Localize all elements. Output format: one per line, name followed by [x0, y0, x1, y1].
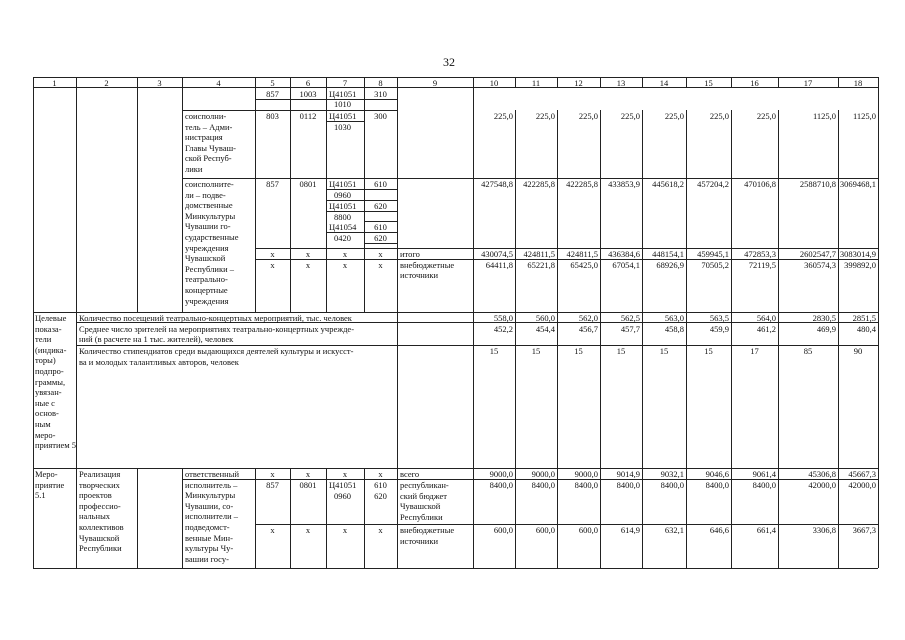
source-label: итого [400, 248, 420, 259]
budget-code: 620 [374, 490, 387, 501]
measure-title: коллективов [79, 522, 124, 532]
x-mark: x [378, 248, 383, 259]
column-rule [642, 312, 643, 468]
indicator-value: 2830,5 [812, 313, 836, 323]
executor-text: венные Мин- [185, 532, 233, 543]
indicator-value: 480,4 [856, 323, 876, 334]
executor-text: сударственные [185, 232, 239, 242]
measure-title: Республики [79, 543, 122, 554]
column-rule [557, 110, 558, 312]
value-cell: 424811,5 [523, 248, 555, 259]
budget-code: Ц41054 [329, 222, 357, 232]
targets-label: ным [35, 419, 51, 429]
source-label: внебюджетные [400, 525, 455, 535]
x-mark: x [270, 469, 275, 479]
measure-title: Реализация [79, 469, 121, 479]
value-cell: 225,0 [578, 111, 598, 121]
value-cell: 225,0 [620, 111, 640, 121]
x-mark: x [305, 525, 311, 535]
value-cell: 42000,0 [808, 480, 836, 490]
column-rule [137, 87, 138, 312]
value-cell: 45667,3 [848, 469, 876, 479]
column-rule [731, 312, 732, 468]
x-mark: x [342, 248, 348, 259]
source-label: ский бюджет [400, 490, 447, 501]
indicator-value: 452,2 [493, 323, 513, 334]
measure-label: 5.1 [35, 490, 46, 501]
value-cell: 8400,0 [489, 480, 513, 490]
value-cell: 9000,0 [574, 469, 598, 479]
value-cell: 8400,0 [752, 480, 776, 490]
value-cell: 9032,1 [660, 469, 684, 479]
value-cell: 3306,8 [812, 525, 836, 535]
budget-code: Ц41051 [329, 480, 357, 490]
value-cell: 457204,2 [697, 179, 729, 189]
value-cell: 399892,0 [844, 259, 876, 270]
indicator-value: 564,0 [756, 313, 776, 323]
column-header: 2 [104, 77, 109, 88]
indicator-value: 2851,5 [852, 313, 876, 323]
value-cell: 8400,0 [660, 480, 684, 490]
value-cell: 360574,3 [804, 259, 836, 270]
column-header: 17 [803, 77, 813, 88]
x-mark: x [270, 525, 275, 535]
value-cell: 65425,0 [570, 259, 598, 270]
value-cell: 448154,1 [652, 248, 684, 259]
column-rule [326, 87, 327, 312]
value-cell: 1125,0 [812, 111, 836, 121]
budget-code: 300 [374, 111, 387, 121]
value-cell: 433853,9 [608, 179, 640, 189]
page-number: 32 [443, 55, 455, 69]
value-cell: 422285,8 [523, 179, 555, 189]
budget-code: 610 [374, 222, 387, 232]
column-rule [397, 87, 398, 312]
column-rule [600, 110, 601, 312]
value-cell: 632,1 [664, 525, 684, 535]
column-header: 18 [853, 77, 863, 88]
value-cell: 1125,0 [852, 111, 876, 121]
budget-code: Ц41051 [329, 88, 357, 99]
column-rule [686, 312, 687, 468]
value-cell: 67054,1 [612, 259, 640, 270]
value-cell: 8400,0 [705, 480, 729, 490]
indicator-value: 15 [574, 346, 583, 356]
column-rule [473, 312, 474, 468]
value-cell: 430074,5 [481, 248, 513, 259]
x-mark: x [305, 469, 311, 479]
budget-code: 1030 [334, 121, 351, 132]
executor-text: соисполните- [185, 179, 234, 189]
indicator-value: 15 [659, 346, 669, 356]
x-mark: x [342, 259, 348, 270]
executor-text: ответственный [185, 469, 239, 479]
executor-text: подведомст- [185, 522, 230, 532]
indicator-value: 558,0 [493, 313, 513, 323]
column-header: 3 [157, 77, 162, 88]
executor-text: нистрация [185, 132, 223, 143]
budget-code: Ц41051 [329, 111, 357, 121]
value-cell: 661,4 [756, 525, 776, 535]
executor-text: исполнитель – [185, 479, 238, 490]
column-rule [76, 312, 77, 468]
column-rule [33, 77, 34, 568]
measure-label: приятие [35, 479, 65, 490]
executor-text: концертные [185, 285, 228, 295]
budget-code: 0960 [334, 490, 351, 501]
executor-text: ской Респуб- [185, 153, 232, 164]
targets-label: торы) [35, 355, 56, 366]
executor-text: Главы Чуваш- [185, 142, 236, 153]
targets-label: (индика- [35, 344, 67, 355]
column-rule [397, 312, 398, 468]
budget-code: 0960 [334, 189, 351, 200]
value-cell: 45306,8 [808, 469, 836, 479]
column-rule [878, 77, 879, 568]
column-rule [137, 468, 138, 568]
budget-code: Ц41051 [329, 201, 357, 211]
column-rule [76, 87, 77, 312]
x-mark: x [378, 469, 383, 479]
measure-title: творческих [79, 479, 120, 490]
indicator-value: 17 [750, 346, 759, 356]
indicator-value: 90 [853, 346, 863, 356]
indicator-text: ва и молодых талантливых авторов, человек [79, 356, 239, 367]
column-header: 5 [270, 77, 275, 88]
value-cell: 2588710,8 [799, 179, 836, 189]
budget-code: 857 [266, 179, 279, 189]
targets-label: тели [35, 334, 52, 345]
source-label: источники [400, 270, 439, 281]
row-rule [33, 568, 878, 569]
executor-text: Чувашии го- [185, 221, 231, 232]
budget-code: 610 [374, 179, 387, 189]
executor-text: учреждения [185, 242, 229, 253]
value-cell: 3667,3 [852, 525, 876, 535]
value-cell: 3083014,9 [839, 248, 876, 259]
indicator-value: 85 [803, 346, 813, 356]
value-cell: 9046,6 [705, 469, 729, 479]
indicator-text: ний (в расчете на 1 тыс. жителей), человек [79, 334, 234, 345]
executor-text: культуры Чу- [185, 543, 234, 554]
value-cell: 422285,8 [566, 179, 598, 189]
executor-text: вашии госу- [185, 553, 229, 564]
measure-label: Меро- [35, 469, 58, 479]
column-header: 12 [574, 77, 583, 88]
column-header: 6 [305, 77, 311, 88]
executor-text: исполнители – [185, 511, 239, 522]
value-cell: 225,0 [709, 111, 729, 121]
budget-code: 857 [266, 480, 279, 490]
executor-text: лики [185, 164, 203, 174]
x-mark: x [270, 259, 275, 270]
value-cell: 225,0 [756, 111, 776, 121]
value-cell: 70505,2 [701, 259, 729, 270]
targets-label: граммы, [35, 376, 66, 387]
value-cell: 472853,3 [744, 248, 776, 259]
value-cell: 470106,8 [744, 179, 776, 189]
executor-text: Республики – [185, 263, 235, 274]
column-header: 4 [216, 77, 221, 88]
column-rule [182, 468, 183, 568]
budget-code: 0112 [299, 111, 317, 121]
budget-code: 1010 [334, 99, 351, 110]
executor-text: соисполни- [185, 111, 227, 121]
indicator-value: 459,9 [709, 323, 729, 334]
value-cell: 225,0 [664, 111, 684, 121]
source-label: источники [400, 535, 439, 546]
executor-text: домственные [185, 200, 233, 211]
value-cell: 600,0 [535, 525, 555, 535]
source-label: внебюджетные [400, 259, 455, 270]
budget-code: 803 [266, 111, 279, 121]
x-mark: x [342, 469, 348, 479]
column-header: 15 [704, 77, 713, 88]
indicator-value: 562,5 [620, 313, 640, 323]
column-rule [515, 312, 516, 468]
value-cell: 2602547,7 [799, 248, 836, 259]
x-mark: x [270, 248, 275, 259]
value-cell: 600,0 [578, 525, 598, 535]
targets-label: Целевые [35, 313, 67, 323]
column-rule [182, 87, 183, 312]
value-cell: 9000,0 [489, 469, 513, 479]
budget-code: 8800 [334, 211, 351, 222]
x-mark: x [305, 259, 311, 270]
column-rule [600, 312, 601, 468]
measure-title: профессио- [79, 500, 121, 511]
indicator-value: 456,7 [578, 323, 598, 334]
indicator-value: 461,2 [756, 323, 776, 334]
indicator-value: 15 [704, 346, 713, 356]
executor-text: Минкультуры [185, 490, 236, 501]
budget-code: 620 [374, 201, 387, 211]
column-header: 1 [52, 77, 57, 88]
budget-code: 0801 [299, 179, 317, 189]
executor-text: Чувашской [185, 253, 226, 264]
column-rule [838, 110, 839, 312]
column-rule [76, 468, 77, 568]
indicator-value: 458,8 [664, 323, 684, 334]
column-header: 16 [750, 77, 759, 88]
value-cell: 9000,0 [531, 469, 555, 479]
indicator-value: 469,9 [816, 323, 836, 334]
value-cell: 68926,9 [656, 259, 684, 270]
indicator-value: 15 [616, 346, 626, 356]
value-cell: 646,6 [709, 525, 729, 535]
indicator-text: Количество стипендиатов среди выдающихся деятелей культуры и искусст- [79, 346, 354, 356]
targets-label: показа- [35, 323, 62, 334]
column-rule [515, 110, 516, 312]
value-cell: 225,0 [535, 111, 555, 121]
indicator-value: 563,5 [709, 313, 729, 323]
indicator-value: 454,4 [535, 323, 555, 334]
targets-label: увязан- [35, 387, 62, 398]
value-cell: 72119,5 [748, 259, 776, 270]
budget-code: 1003 [299, 88, 317, 99]
targets-label: основ- [35, 408, 59, 419]
column-rule [731, 110, 732, 312]
x-mark: x [342, 525, 348, 535]
column-header: 8 [378, 77, 383, 88]
column-rule [326, 468, 327, 568]
value-cell: 225,0 [493, 111, 513, 121]
budget-code: 310 [374, 88, 387, 99]
executor-text: тель – Адми- [185, 121, 233, 132]
targets-label: ные с [35, 397, 55, 408]
indicator-value: 562,0 [578, 313, 598, 323]
indicator-value: 457,7 [620, 323, 640, 334]
value-cell: 9014,9 [616, 469, 640, 479]
column-rule [642, 110, 643, 312]
column-header: 11 [531, 77, 541, 88]
executor-text: Чувашии, со- [185, 500, 234, 511]
value-cell: 8400,0 [616, 480, 640, 490]
value-cell: 65221,8 [527, 259, 555, 270]
value-cell: 600,0 [493, 525, 513, 535]
column-header: 13 [616, 77, 626, 88]
indicator-value: 15 [531, 346, 541, 356]
value-cell: 614,9 [620, 525, 640, 535]
column-header: 14 [659, 77, 669, 88]
value-cell: 9061,4 [752, 469, 776, 479]
column-header: 10 [489, 77, 499, 88]
targets-label: подпро- [35, 366, 64, 376]
value-cell: 8400,0 [531, 480, 555, 490]
indicator-text: Количество посещений театрально-концертных мероприятий, тыс. человек [79, 313, 352, 323]
indicator-value: 563,0 [664, 313, 684, 323]
measure-title: нальных [79, 511, 111, 522]
budget-code: 857 [266, 88, 279, 99]
value-cell: 64411,8 [485, 259, 513, 270]
value-cell: 436384,6 [608, 248, 640, 259]
value-cell: 459945,1 [697, 248, 729, 259]
indicator-value: 15 [489, 346, 499, 356]
source-label: Чувашской [400, 501, 441, 512]
column-rule [557, 312, 558, 468]
x-mark: x [305, 248, 311, 259]
value-cell: 445618,2 [652, 179, 684, 189]
column-rule [686, 110, 687, 312]
measure-title: Чувашской [79, 532, 120, 543]
value-cell: 3069468,1 [839, 179, 876, 189]
column-header: 9 [432, 77, 438, 88]
column-rule [838, 312, 839, 468]
column-header: 7 [342, 77, 348, 88]
budget-code: 0801 [299, 480, 317, 490]
source-label: Республики [400, 511, 443, 522]
indicator-text: Среднее число зрителей на мероприятиях театрально-концертных учрежде- [79, 323, 355, 334]
value-cell: 427548,8 [481, 179, 513, 189]
column-rule [778, 312, 779, 468]
value-cell: 8400,0 [574, 480, 598, 490]
executor-text: ли – подве- [185, 189, 226, 200]
budget-code: 0420 [334, 232, 351, 243]
executor-text: театрально- [185, 274, 228, 285]
targets-label: меро- [35, 429, 56, 440]
source-label: всего [400, 469, 420, 479]
value-cell: 42000,0 [848, 480, 876, 490]
budget-code: 610 [374, 480, 387, 490]
budget-code: 620 [374, 233, 387, 243]
source-label: республикан- [400, 480, 449, 490]
column-rule [778, 110, 779, 312]
measure-title: проектов [79, 490, 112, 501]
executor-text: Минкультуры [185, 210, 236, 221]
x-mark: x [378, 525, 383, 535]
column-rule [397, 468, 398, 568]
executor-text: учреждения [185, 295, 229, 306]
value-cell: 424811,5 [566, 248, 598, 259]
x-mark: x [378, 259, 383, 270]
indicator-value: 560,0 [535, 313, 555, 323]
targets-label: приятием 5 [35, 440, 77, 451]
budget-code: Ц41051 [329, 179, 357, 189]
